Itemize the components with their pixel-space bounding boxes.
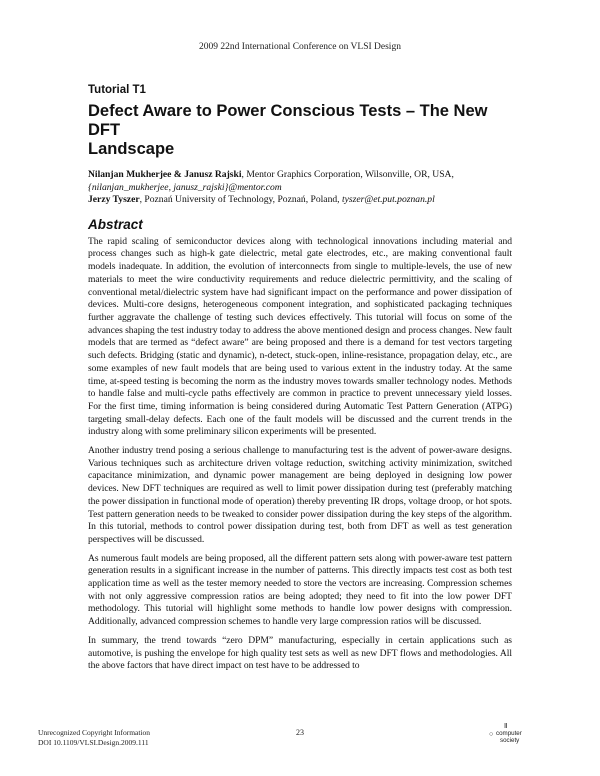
author-affiliation-2: , Poznań University of Technology, Poznań, Poland, [139,194,340,206]
author-affiliation-1: , Mentor Graphics Corporation, Wilsonville, OR, USA, [241,169,454,180]
page-number: 23 [296,728,304,737]
author-names-1: Nilanjan Mukherjee & Janusz Rajski [88,169,242,180]
title-line-1: Defect Aware to Power Conscious Tests – The New DFT [88,102,488,139]
abstract-paragraph-3: As numerous fault models are being proposed, all the different pattern sets along with power-aware test pattern generation results in a significant increase in the number of patterns. This directly impacts test cost as both test application time as well as the tester memory needed to store the vectors are increasing. Compression schemes with not only aggressive compression ratios are being adopted; they need to fit into the low power DFT methodology. This tutorial will highlight some methods to handle low power designs with compression. Additionally, advanced compression schemes to handle very large compression ratios will be discussed. [88,552,512,628]
footer-copyright-line: Unrecognized Copyright Information [38,728,151,737]
author-email-1: {nilanjan_mukherjee, janusz_rajski}@mentor.com [88,181,282,193]
logo-word-computer: computer [496,730,522,737]
abstract-paragraph-4: In summary, the trend towards “zero DPM” manufacturing, especially in certain applications such as automotive, is pushing the envelope for high quality test sets as well as new DFT flows and methodologies. All the above factors that have direct impact on test have to be addressed to [88,634,512,672]
running-head: 2009 22nd International Conference on VLSI Design [199,42,401,52]
title-line-2: Landscape [88,140,175,158]
computer-society-logo [486,722,526,748]
author-line-1 [88,169,512,182]
author-line-2 [88,182,512,195]
logo-swoosh-icon: ○ [489,731,494,738]
main-content [88,84,512,679]
author-block [88,169,512,207]
paper-title [88,102,512,159]
logo-word-society: society [500,737,520,744]
abstract-paragraph-2: Another industry trend posing a serious challenge to manufacturing test is the advent of power-aware designs. Various techniques such as architecture driven voltage reduction, switching activity minimization, switched capacitance minimization, and dynamic power management are being deployed in designing low power devices. New DFT techniques are required as well to limit power dissipation during test (preferably matching the power dissipation in functional mode of operation) thereby preventing IR drops, voltage droop, or hot spots. Test pattern generation needs to be tweaked to consider power dissipation during the key steps of the algorithm. In this tutorial, methods to control power dissipation during test, both from DFT as well as test generation perspectives will be discussed. [88,445,512,545]
author-name-2: Jerzy Tyszer [88,194,140,206]
author-line-3 [88,194,512,207]
abstract-heading: Abstract [88,216,143,232]
logo-mark-icon: Ⅱ [504,723,507,730]
abstract-paragraph-1: The rapid scaling of semiconductor devices along with technological innovations including material and process changes such as high-k gate dielectric, metal gate electrodes, etc., are making conventional fault models inadequate. In addition, the evolution of interconnects from single to multiple-levels, the use of new materials to meet the wire conductivity requirements and reduce dielectric permittivity, and the scaling of conventional metal/dielectric system have had significant impact on the performance and power dissipation of devices. Multi-core designs, heterogeneous component integration, and sophisticated packaging techniques further aggravate the challenge of testing such devices effectively. This tutorial will focus on some of the advances shaping the test industry today to address the above mentioned design and process changes. New fault models that are termed as “defect aware” are being proposed and there is a demand for test vectors targeting such defects. Bridging (static and dynamic), n-detect, stuck-open, inline-resistance, propagation delay, etc., are some examples of new fault models that are being used to various extent in the industry today. At the same time, at-speed testing is becoming the norm as the industry moves towards smaller technology nodes. Methods to handle false and multi-cycle paths effectively are common in practice to prevent unnecessary yield losses. For the first time, timing information is being considered during Automatic Test Pattern Generation (ATPG) targeting small-delay defects. Each one of the fault models will be discussed and the current trends in the industry along with some preliminary silicon experiments will be presented. [88,235,512,438]
author-email-2: tyszer@et.put.poznan.pl [341,194,435,206]
tutorial-label: Tutorial T1 [88,84,146,96]
footer-doi-line: DOI 10.1109/VLSI.Design.2009.111 [38,737,149,747]
